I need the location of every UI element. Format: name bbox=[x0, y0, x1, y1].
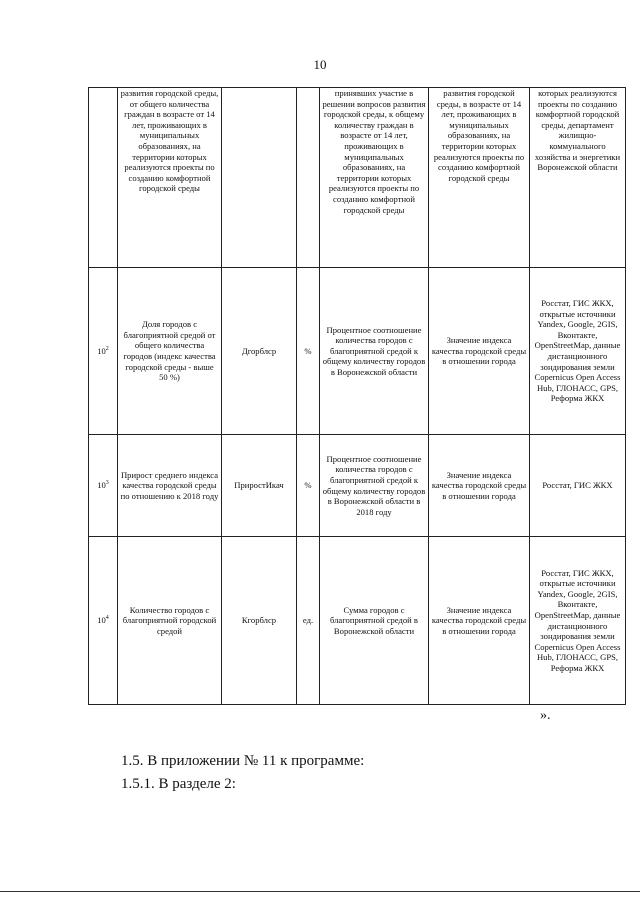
cell-unit: % bbox=[297, 268, 320, 435]
cell-designation: Дгорблср bbox=[222, 268, 297, 435]
cell-num bbox=[89, 435, 118, 537]
row-number: 10 bbox=[97, 615, 106, 626]
cell-num bbox=[89, 88, 118, 268]
cell-num bbox=[89, 268, 118, 435]
paragraph: 1.5.1. В разделе 2: bbox=[121, 776, 236, 792]
cell-source: Росстат, ГИС ЖКХ bbox=[530, 435, 626, 537]
table-row bbox=[89, 537, 626, 705]
table-row bbox=[89, 268, 626, 435]
indicator-table bbox=[88, 87, 626, 705]
page-bottom-rule bbox=[0, 891, 640, 892]
page-number: 10 bbox=[313, 57, 327, 72]
cell-formula: Процентное соотношение количества городов с благоприятной средой к общему количеству городов в Воронежской области в 2018 году bbox=[320, 435, 429, 537]
cell-formula: Сумма городов с благоприятной средой в Воронежской области bbox=[320, 537, 429, 705]
cell-name: Прирост среднего индекса качества городской среды по отношению к 2018 году bbox=[118, 435, 222, 537]
cell-variables: Значение индекса качества городской среды в отношении города bbox=[429, 435, 530, 537]
row-number-superscript: 4 bbox=[105, 615, 109, 622]
closing-quote: ». bbox=[540, 708, 551, 723]
cell-variables: Значение индекса качества городской среды в отношении города bbox=[429, 537, 530, 705]
cell-designation: ПриростИкач bbox=[222, 435, 297, 537]
cell-formula: Процентное соотношение количества городов с благоприятной средой к общему количеству городов в Воронежской области bbox=[320, 268, 429, 435]
cell-name: Доля городов с благоприятной средой от общего количества городов (индекс качества городской среды - выше 50 %) bbox=[118, 268, 222, 435]
cell-unit: ед. bbox=[297, 537, 320, 705]
table-row bbox=[89, 435, 626, 537]
cell-unit: % bbox=[297, 435, 320, 537]
table-row-continuation bbox=[89, 88, 626, 268]
cell-source: которых реализуются проекты по созданию комфортной городской среды, департамент жилищно-коммунального хозяйства и энергетики Воронежской области bbox=[530, 88, 626, 268]
row-number: 10 bbox=[97, 345, 106, 356]
cell-source: Росстат, ГИС ЖКХ, открытые источники Yandex, Google, 2GIS, Вконтакте, OpenStreetMap, данные дистанционного зондирования земли Copernicus Open Access Hub, ГЛОНАСС, GPS, Реформа ЖКХ bbox=[530, 537, 626, 705]
paragraph: 1.5. В приложении № 11 к программе: bbox=[121, 753, 365, 769]
row-number-superscript: 2 bbox=[105, 345, 109, 352]
cell-variables: развития городской среды, в возрасте от 14 лет, проживающих в муниципальных образованиях, на территории которых реализуются проекты по созданию комфортной городской среды bbox=[429, 88, 530, 268]
row-number-superscript: 3 bbox=[105, 480, 109, 487]
cell-variables: Значение индекса качества городской среды в отношении города bbox=[429, 268, 530, 435]
cell-name: развития городской среды, от общего количества граждан в возрасте от 14 лет, проживающих в муниципальных образованиях, на территории которых реализуются проекты по созданию комфортной городской среды bbox=[118, 88, 222, 268]
cell-designation bbox=[222, 88, 297, 268]
cell-num bbox=[89, 537, 118, 705]
row-number: 10 bbox=[97, 480, 106, 491]
cell-designation: Кгорблср bbox=[222, 537, 297, 705]
cell-source: Росстат, ГИС ЖКХ, открытые источники Yandex, Google, 2GIS, Вконтакте, OpenStreetMap, данные дистанционного зондирования земли Copernicus Open Access Hub, ГЛОНАСС, GPS, Реформа ЖКХ bbox=[530, 268, 626, 435]
cell-name: Количество городов с благоприятной городской средой bbox=[118, 537, 222, 705]
cell-unit bbox=[297, 88, 320, 268]
cell-formula: принявших участие в решении вопросов развития городской среды, к общему количеству граждан в возрасте от 14 лет, проживающих в муниципальных образованиях, на территории которых реализуются проекты по созданию комфортной городской среды bbox=[320, 88, 429, 268]
